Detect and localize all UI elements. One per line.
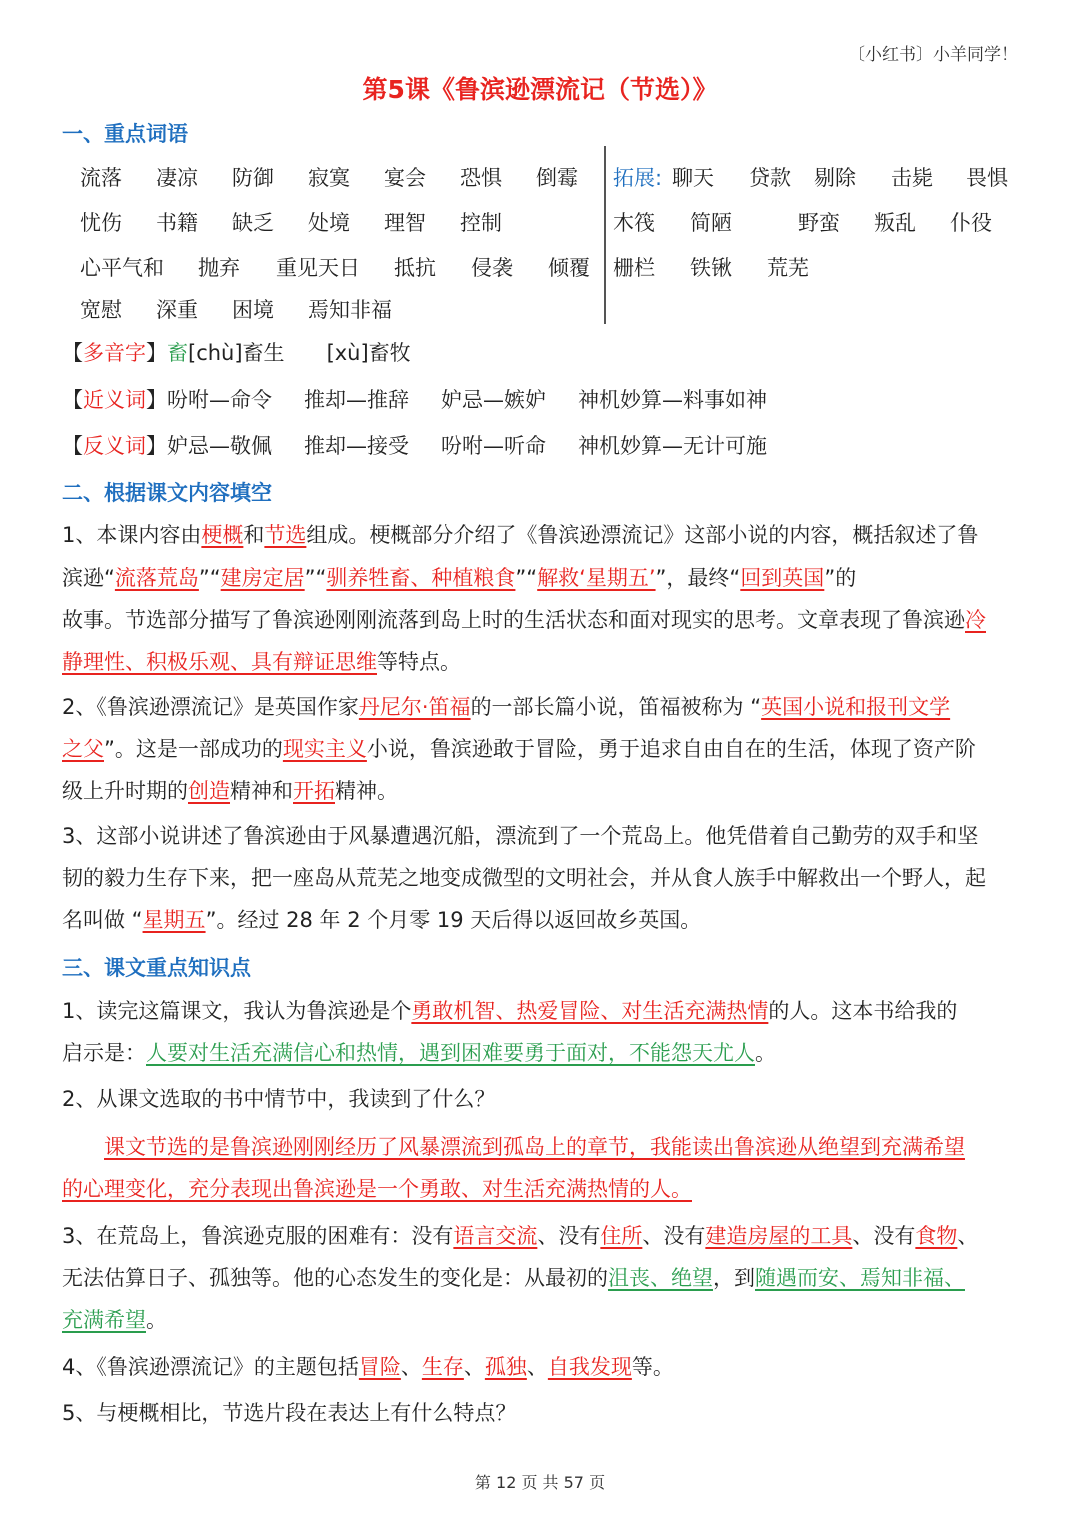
answer: 创造 xyxy=(188,779,230,803)
word: 畏惧 xyxy=(966,166,1008,190)
word: 宴会 xyxy=(384,166,426,190)
answer: 建房定居 xyxy=(220,566,305,590)
polyphone-reading: [xù]畜牧 xyxy=(326,341,411,365)
answer: 随遇而安、焉知非福、 xyxy=(755,1266,965,1290)
answer: 充满希望 xyxy=(62,1308,146,1332)
word: 深重 xyxy=(156,298,198,322)
word: 叛乱 xyxy=(874,211,916,235)
word: 剔除 xyxy=(814,166,856,190)
answer: 冒险 xyxy=(358,1355,401,1379)
word: 抛弃 xyxy=(198,256,240,280)
antonym-item: 妒忌—敬佩 xyxy=(167,434,272,458)
word: 困境 xyxy=(232,298,274,322)
section1-heading: 一、重点词语 xyxy=(62,122,188,146)
answer: 生存 xyxy=(421,1355,464,1379)
answer: 流落荒岛 xyxy=(114,566,199,590)
answer: 梗概 xyxy=(201,523,244,547)
answer: 解救‘星期五’ xyxy=(537,566,656,590)
answer: 开拓 xyxy=(293,779,335,803)
word: 处境 xyxy=(308,211,350,235)
synonym-item: 推却—推辞 xyxy=(304,388,409,412)
word: 宽慰 xyxy=(80,298,122,322)
word: 流落 xyxy=(80,166,122,190)
answer: 自我发现 xyxy=(547,1355,632,1379)
antonym-item: 神机妙算—无计可施 xyxy=(578,434,767,458)
word: 忧伤 xyxy=(80,211,122,235)
polyphone-reading: [chù]畜生 xyxy=(188,341,285,365)
answer: 住所 xyxy=(600,1224,643,1248)
answer: 回到英国 xyxy=(740,566,825,590)
answer: 冷 xyxy=(965,608,986,632)
word: 木筏 xyxy=(613,211,655,235)
antonym-row: 【反义词】妒忌—敬佩 推却—接受 吩咐—听命 神机妙算—无计可施 xyxy=(62,434,767,458)
word: 缺乏 xyxy=(232,211,274,235)
word: 心平气和 xyxy=(80,256,164,280)
word: 寂寞 xyxy=(308,166,350,190)
answer: 语言交流 xyxy=(453,1224,538,1248)
question-4: 4、《鲁滨逊漂流记》的主题包括冒险、生存、孤独、自我发现等。 xyxy=(62,1355,674,1379)
synonym-label: 近义词 xyxy=(83,388,146,412)
answer: 驯养牲畜、种植粮食 xyxy=(326,566,516,590)
answer: 勇敢机智、热爱冒险、对生活充满热情 xyxy=(411,999,769,1023)
answer: 现实主义 xyxy=(282,737,367,761)
section2-heading: 二、根据课文内容填空 xyxy=(62,481,272,505)
word: 野蛮 xyxy=(798,211,840,235)
polyphone-char: 畜 xyxy=(167,341,188,365)
answer: 食物 xyxy=(915,1224,958,1248)
word: 凄凉 xyxy=(156,166,198,190)
word: 铁锹 xyxy=(690,256,732,280)
answer: 建造房屋的工具 xyxy=(705,1224,853,1248)
answer: 静理性、积极乐观、具有辩证思维 xyxy=(62,650,377,674)
word: 倾覆 xyxy=(548,256,590,280)
word: 重见天日 xyxy=(276,256,360,280)
word: 焉知非福 xyxy=(308,298,392,322)
page-number: 第 12 页 共 57 页 xyxy=(474,1473,606,1492)
answer: 之父 xyxy=(62,737,104,761)
answer: 孤独 xyxy=(484,1355,527,1379)
answer: 节选 xyxy=(264,523,307,547)
answer: 人要对生活充满信心和热情，遇到困难要勇于面对，不能怨天尤人 xyxy=(146,1041,755,1065)
answer: 星期五 xyxy=(142,908,206,932)
word: 栅栏 xyxy=(613,256,655,280)
synonym-item: 吩咐—命令 xyxy=(167,388,272,412)
word: 简陋 xyxy=(690,211,732,235)
word: 仆役 xyxy=(950,211,992,235)
word: 抵抗 xyxy=(394,256,436,280)
word: 防御 xyxy=(232,166,274,190)
answer: 丹尼尔·笛福 xyxy=(358,695,471,719)
column-divider xyxy=(604,146,606,324)
word: 侵袭 xyxy=(471,256,513,280)
word: 击毙 xyxy=(891,166,933,190)
answer: 的心理变化，充分表现出鲁滨逊是一个勇敢、对生活充满热情的人。 xyxy=(62,1177,692,1201)
antonym-item: 推却—接受 xyxy=(304,434,409,458)
antonym-item: 吩咐—听命 xyxy=(441,434,546,458)
word: 聊天 xyxy=(672,166,714,190)
answer: 英国小说和报刊文学 xyxy=(761,695,951,719)
polyphone-label: 多音字 xyxy=(83,341,146,365)
answer: 沮丧、绝望 xyxy=(608,1266,713,1290)
antonym-label: 反义词 xyxy=(83,434,146,458)
page-title: 第5课《鲁滨逊漂流记（节选）》 xyxy=(362,75,718,104)
word: 理智 xyxy=(384,211,426,235)
question-5: 5、与梗概相比，节选片段在表达上有什么特点？ xyxy=(62,1401,517,1425)
synonym-row: 【近义词】吩咐—命令 推却—推辞 妒忌—嫉妒 神机妙算—料事如神 xyxy=(62,388,767,412)
section3-heading: 三、课文重点知识点 xyxy=(62,956,251,980)
word: 倒霉 xyxy=(536,166,578,190)
polyphone-row: 【多音字】畜[chù]畜生 [xù]畜牧 xyxy=(62,341,411,365)
word: 贷款 xyxy=(749,166,791,190)
word: 书籍 xyxy=(156,211,198,235)
synonym-item: 妒忌—嫉妒 xyxy=(441,388,546,412)
word: 控制 xyxy=(460,211,502,235)
synonym-item: 神机妙算—料事如神 xyxy=(578,388,767,412)
word: 恐惧 xyxy=(460,166,502,190)
extension-label: 拓展: xyxy=(613,166,663,190)
watermark: 〔小红书〕小羊同学！ xyxy=(848,45,1018,65)
word: 荒芜 xyxy=(767,256,809,280)
answer: 课文节选的是鲁滨逊刚刚经历了风暴漂流到孤岛上的章节，我能读出鲁滨逊从绝望到充满希望 xyxy=(104,1135,965,1159)
